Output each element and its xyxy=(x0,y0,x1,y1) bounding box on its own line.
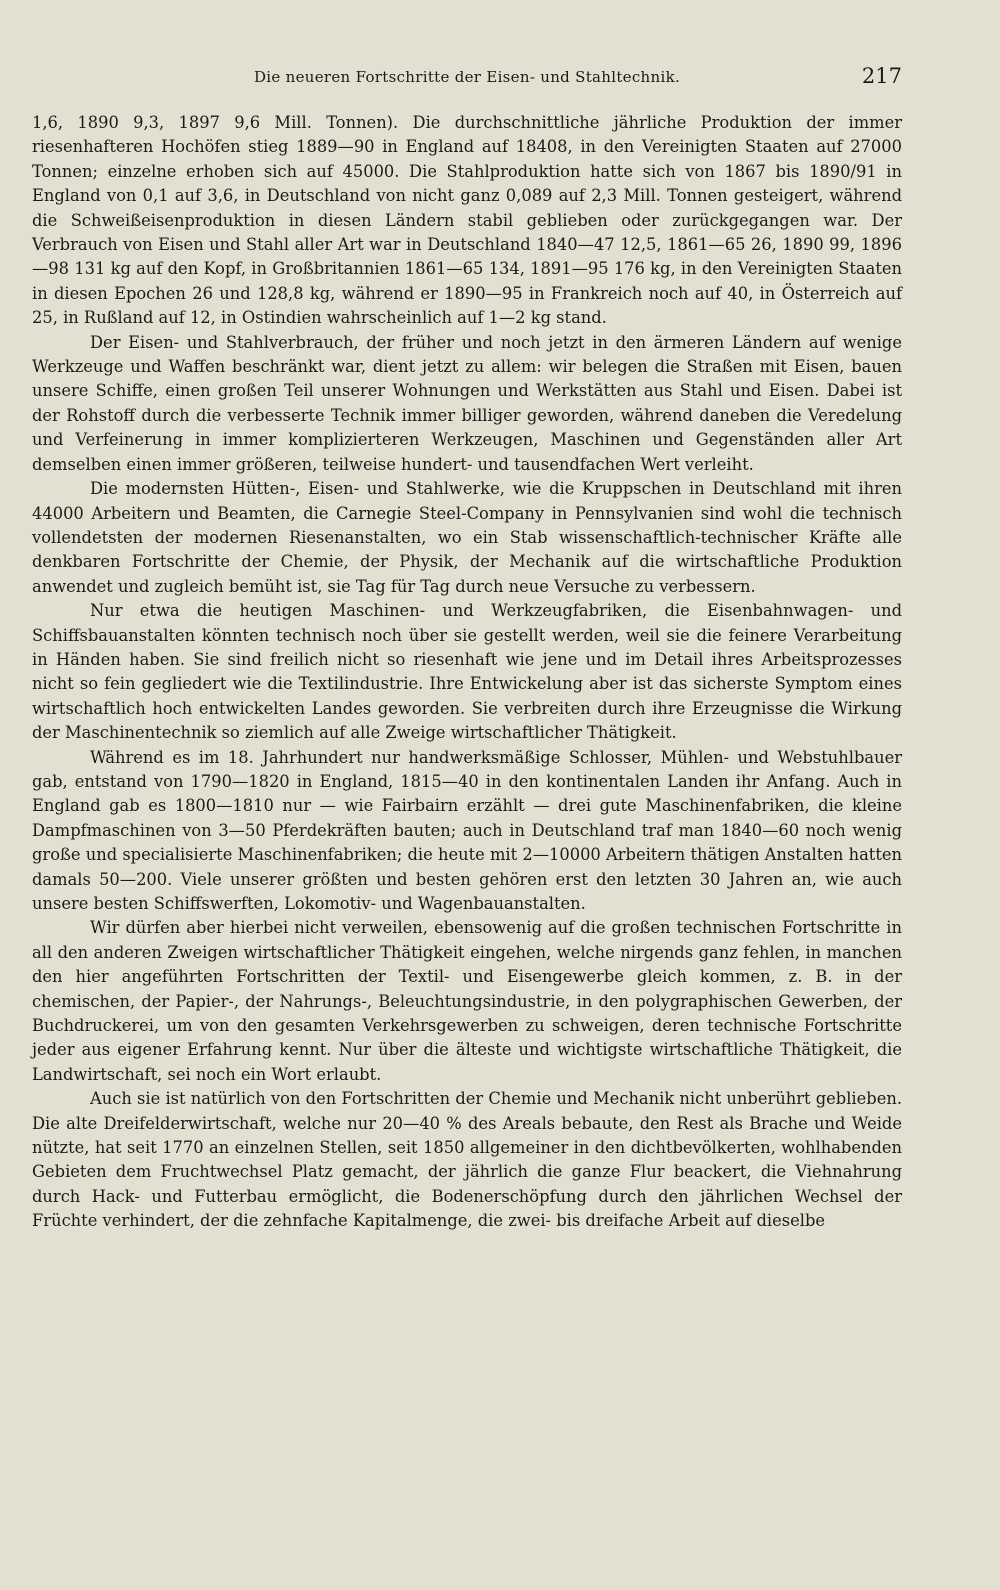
page-header xyxy=(32,64,902,94)
body-text xyxy=(32,111,902,1234)
paragraph-5: Während es im 18. Jahrhundert nur handwerksmäßige Schlosser, Mühlen- und Webstuhlbauer gab, entstand von 1790—1820 in England, 1815—40 in den kontinentalen Landen ihr Anfang. Auch in England gab es 1800—1810 nur — wie Fairbairn erzählt — drei gute Maschinenfabriken, die kleine Dampfmaschinen von 3—50 Pferdekräften bauten; auch in Deutschland traf man 1840—60 noch wenig große und specialisierte Maschinenfabriken; die heute mit 2—10000 Arbeitern thätigen Anstalten hatten damals 50—200. Viele unserer größten und besten gehören erst den letzten 30 Jahren an, wie auch unsere besten Schiffswerften, Lokomotiv- und Wagenbauanstalten. xyxy=(32,747,902,913)
running-title: Die neueren Fortschritte der Eisen- und Stahltechnik. xyxy=(253,68,681,86)
paragraph-4: Nur etwa die heutigen Maschinen- und Werkzeugfabriken, die Eisenbahnwagen- und Schiffsbauanstalten könnten technisch noch über sie gestellt werden, weil sie die feinere Verarbeitung in Händen haben. Sie sind freilich nicht so riesenhaft wie jene und im Detail ihres Arbeitsprozesses nicht so fein gegliedert wie die Textilindustrie. Ihre Entwickelung aber ist das sicherste Symptom eines wirtschaftlich hoch entwickelten Landes geworden. Sie verbreiten durch ihre Erzeugnisse die Wirkung der Maschinentechnik so ziemlich auf alle Zweige wirtschaftlicher Thätigkeit. xyxy=(32,601,902,743)
page-number: 217 xyxy=(861,64,902,88)
paragraph-2: Der Eisen- und Stahlverbrauch, der früher und noch jetzt in den ärmeren Ländern auf wenige Werkzeuge und Waffen beschränkt war, dient jetzt zu allem: wir belegen die Straßen mit Eisen, bauen unsere Schiffe, einen großen Teil unserer Wohnungen und Werkstätten aus Stahl und Eisen. Dabei ist der Rohstoff durch die verbesserte Technik immer billiger geworden, während daneben die Veredelung und Verfeinerung in immer komplizierteren Werkzeugen, Maschinen und Gegenständen aller Art demselben einen immer größeren, teilweise hundert- und tausendfachen Wert verleiht. xyxy=(32,332,902,474)
paragraph-3: Die modernsten Hütten-, Eisen- und Stahlwerke, wie die Kruppschen in Deutschland mit ihren 44000 Arbeitern und Beamten, die Carnegie Steel-Company in Pennsylvanien sind wohl die technisch vollendetsten der modernen Riesenanstalten, wo ein Stab wissenschaftlich-technischer Kräfte alle denkbaren Fortschritte der Chemie, der Physik, der Mechanik auf die wirtschaftliche Produktion anwendet und zugleich bemüht ist, sie Tag für Tag durch neue Versuche zu verbessern. xyxy=(32,479,902,596)
paragraph-6: Wir dürfen aber hierbei nicht verweilen, ebensowenig auf die großen technischen Fortschritte in all den anderen Zweigen wirtschaftlicher Thätigkeit eingehen, welche nirgends ganz fehlen, in manchen den hier angeführten Fortschritten der Textil- und Eisengewerbe gleich kommen, z. B. in der chemischen, der Papier-, der Nahrungs-, Beleuchtungsindustrie, in den polygraphischen Gewerben, der Buchdruckerei, um von den gesamten Verkehrsgewerben zu schweigen, deren technische Fortschritte jeder aus eigener Erfahrung kennt. Nur über die älteste und wichtigste wirtschaftliche Thätigkeit, die Landwirtschaft, sei noch ein Wort erlaubt. xyxy=(32,918,902,1084)
paragraph-7: Auch sie ist natürlich von den Fortschritten der Chemie und Mechanik nicht unberührt geblieben. Die alte Dreifelderwirtschaft, welche nur 20—40 % des Areals bebaute, den Rest als Brache und Weide nützte, hat seit 1770 an einzelnen Stellen, seit 1850 allgemeiner in den dichtbevölkerten, wohlhabenden Gebieten dem Fruchtwechsel Platz gemacht, der jährlich die ganze Flur beackert, die Viehnahrung durch Hack- und Futterbau ermöglicht, die Bodenerschöpfung durch den jährlichen Wechsel der Früchte verhindert, der die zehnfache Kapitalmenge, die zwei- bis dreifache Arbeit auf dieselbe xyxy=(32,1089,902,1231)
paragraph-1: 1,6, 1890 9,3, 1897 9,6 Mill. Tonnen). Die durchschnittliche jährliche Produktion der immer riesenhafteren Hochöfen stieg 1889—90 in England auf 18408, in den Vereinigten Staaten auf 27000 Tonnen; einzelne erhoben sich auf 45000. Die Stahlproduktion hatte sich von 1867 bis 1890/91 in England von 0,1 auf 3,6, in Deutschland von nicht ganz 0,089 auf 2,3 Mill. Tonnen gesteigert, während die Schweißeisenproduktion in diesen Ländern stabil geblieben oder zurückgegangen war. Der Verbrauch von Eisen und Stahl aller Art war in Deutschland 1840—47 12,5, 1861—65 26, 1890 99, 1896—98 131 kg auf den Kopf, in Großbritannien 1861—65 134, 1891—95 176 kg, in den Vereinigten Staaten in diesen Epochen 26 und 128,8 kg, während er 1890—95 in Frankreich noch auf 40, in Österreich auf 25, in Rußland auf 12, in Ostindien wahrscheinlich auf 1—2 kg stand. xyxy=(32,113,902,328)
